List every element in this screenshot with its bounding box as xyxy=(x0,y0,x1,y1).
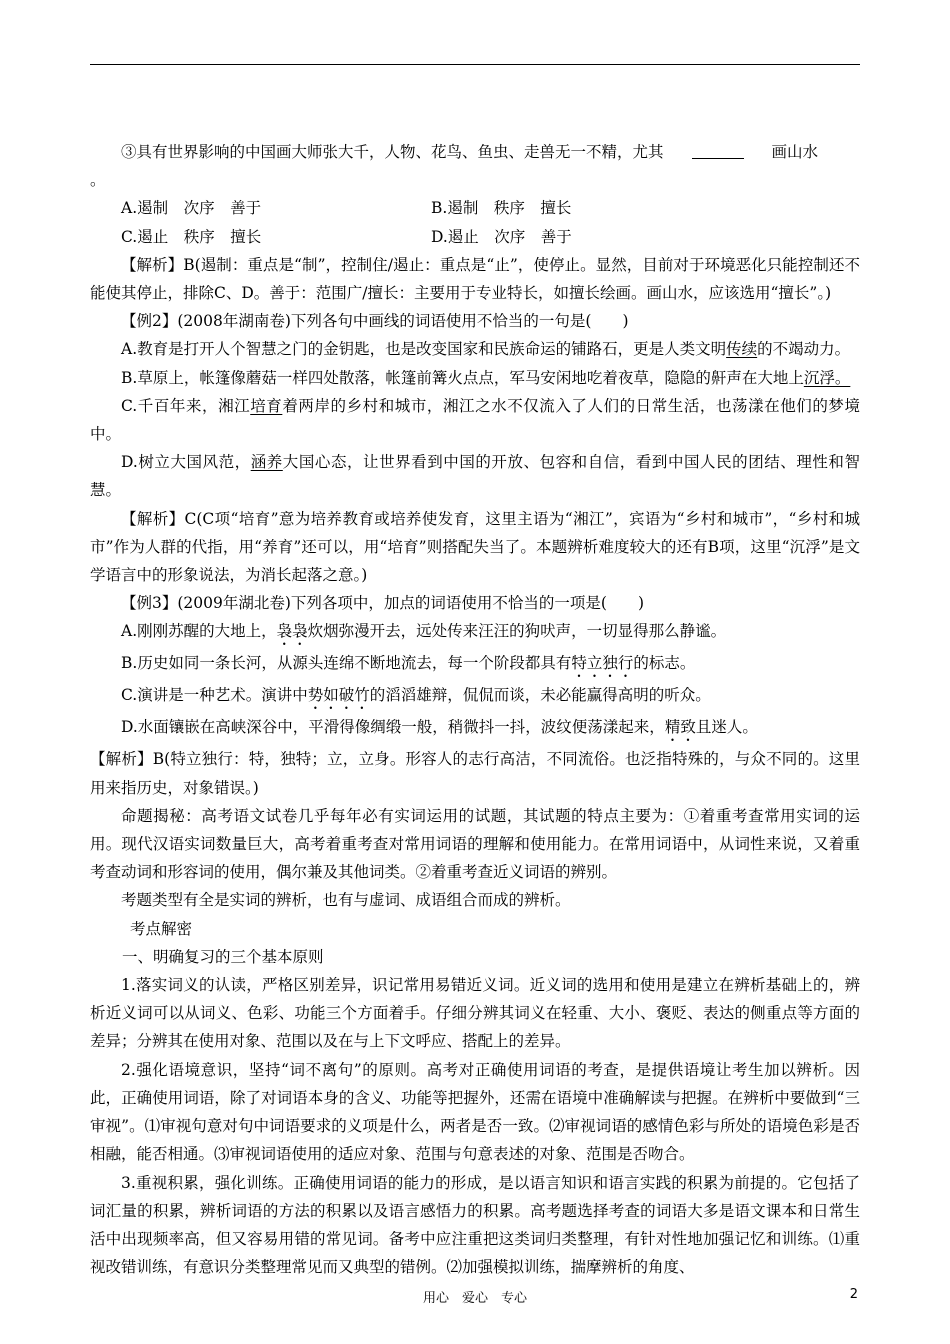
section-heading: 考点解密 xyxy=(130,919,193,938)
example-2-option-d xyxy=(90,448,860,504)
ex3-c-text-after: 的滔滔雄辩，侃侃而谈，未必能赢得高明的听众。 xyxy=(369,686,711,705)
question-types: 考题类型有全是实词的辨析，也有与虚词、成语组合而成的辨析。 xyxy=(121,891,571,910)
fill-blank xyxy=(692,140,744,159)
document-body xyxy=(90,138,860,1281)
ex2-c-text-after: 着两岸的乡村和城市，湘江之水不仅流入了人们的日常生活，也荡漾在他们的梦境中。 xyxy=(90,396,860,444)
ex3-b-text: B.历史如同一条长河，从源头连绵不断地流去，每一个阶段都具有 xyxy=(121,654,572,673)
principle-2: 2.强化语境意识，坚持“词不离句”的原则。高考对正确使用词语的考查，是提供语境让考生加以辨析。因此，正确使用词语，除了对词语本身的含义、功能等把握外，还需在语境中准确解读与把握。在辨析中要做到“三审视”。⑴审视句意对句中词语要求的义项是什么，两者是否一致。⑵审视词语的感情色彩与所处的语境色彩是否相融，能否相通。⑶审视词语使用的适应对象、范围与句意表述的对象、范围是否吻合。 xyxy=(90,1060,860,1164)
example-2-analysis: 【解析】C(C项“培育”意为培养教育或培养使发育，这里主语为“湘江”，宾语为“乡村和城市”，“乡村和城市”作为人群的代指，用“养育”还可以，用“培育”则搭配失当了。本题辨析难度较大的还有B项，这里“沉浮”是文学语言中的形象说法，为消长起落之意。) xyxy=(90,509,860,585)
q3-analysis: 【解析】B(遏制：重点是“制”，控制住/遏止：重点是“止”，使停止。显然，目前对于环境恶化只能控制还不能使其停止，排除C、D。善于：范围广/擅长：主要用于专业特长，如擅长绘画。画山水，应该选用“擅长”。) xyxy=(90,255,860,303)
ex2-d-text-after: 大国心态，让世界看到中国的开放、包容和自信，看到中国人民的团结、理性和智慧。 xyxy=(90,453,860,500)
ex2-d-text: D.树立大国风范， xyxy=(121,453,251,472)
q3-option-b: B.遏制 秩序 擅长 xyxy=(431,199,572,218)
exam-reveal: 命题揭秘：高考语文试卷几乎每年必有实词运用的试题，其试题的特点主要为：①着重考查常用实词的运用。现代汉语实词数量巨大，高考着重考查对常用词语的理解和使用能力。在常用词语中，从词性来说，又着重考查动词和形容词的使用，偶尔兼及其他词类。②着重考查近义词语的辨别。 xyxy=(90,806,860,882)
ex2-d-underlined: 涵养 xyxy=(250,453,283,472)
principle-1: 1.落实词义的认读，严格区别差异，识记常用易错近义词。近义词的选用和使用是建立在辨析基础上的，辨析近义词可以从词义、色彩、功能三个方面着手。仔细分辨其词义在轻重、大小、褒贬、表达的侧重点等方面的差异；分辨其在使用对象、范围以及在与上下文呼应、搭配上的差异。 xyxy=(90,976,860,1051)
header-rule xyxy=(90,64,860,65)
q3-text-before: ③具有世界影响的中国画大师张大千，人物、花鸟、鱼虫、走兽无一不精，尤其 xyxy=(121,143,664,161)
q3-options-row-2 xyxy=(90,223,860,251)
question-3 xyxy=(90,138,860,166)
ex3-d-text-after: 且迷人。 xyxy=(695,718,758,737)
example-3-option-b xyxy=(90,649,860,681)
q3-tail: 。 xyxy=(90,171,106,190)
example-2-option-b xyxy=(90,364,860,392)
q3-text-after: 画山水 xyxy=(771,143,819,161)
example-2-option-c xyxy=(90,392,860,448)
ex3-a-text-after: 炊烟弥漫开去，远处传来汪汪的狗吠声，一切显得那么静谧。 xyxy=(307,622,727,641)
page-number: 2 xyxy=(849,1287,858,1302)
example-3-option-a xyxy=(90,617,860,649)
ex2-a-underlined: 传续 xyxy=(726,340,758,359)
q3-option-d: D.遏止 次序 善于 xyxy=(431,227,572,246)
principle-3: 3.重视积累，强化训练。正确使用词语的能力的形成，是以语言知识和语言实践的积累为前提的。它包括了词汇量的积累，辨析词语的方法的积累以及语言感悟力的积累。高考题选择考查的词语大多是语文课本和日常生活中出现频率高，但又容易用错的常见词。备考中应注重把这类词归类整理，有针对性地加强记忆和训练。⑴重视改错训练，有意识分类整理常见而又典型的错例。⑵加强模拟训练，揣摩辨析的角度、 xyxy=(90,1173,860,1277)
example-3-stem: 【例3】(2009年湖北卷)下列各项中，加点的词语使用不恰当的一项是( ) xyxy=(121,594,644,613)
subsection-heading: 一、明确复习的三个基本原则 xyxy=(122,947,324,966)
ex2-b-underlined: 沉浮。 xyxy=(803,368,851,387)
ex3-a-text: A.刚刚苏醒的大地上， xyxy=(121,622,277,641)
example-3-analysis: 【解析】B(特立独行：特，独特；立，立身。形容人的志行高洁，不同流俗。也泛指特殊的，与众不同的。这里用来指历史，对象错误。) xyxy=(90,750,860,797)
q3-option-a: A.遏制 次序 善于 xyxy=(121,199,262,218)
example-2-option-a xyxy=(90,335,860,363)
example-3-option-c xyxy=(90,681,860,713)
example-3-option-d xyxy=(90,713,860,745)
page-footer: 用心 爱心 专心 xyxy=(422,1291,527,1306)
ex2-c-text: C.千百年来，湘江 xyxy=(121,396,251,415)
ex3-c-text: C.演讲是一种艺术。演讲中 xyxy=(121,686,308,705)
ex2-a-text: A.教育是打开人个智慧之门的金钥匙，也是改变国家和民族命运的铺路石，更是人类文明 xyxy=(121,340,727,359)
ex2-b-text: B.草原上，帐篷像蘑菇一样四处散落，帐篷前篝火点点，军马安闲地吃着夜草，隐隐的鼾声在大地上 xyxy=(121,368,804,387)
ex3-b-dotted: 特立独行 xyxy=(571,654,634,673)
ex3-d-dotted: 精致 xyxy=(664,718,696,737)
ex3-c-dotted: 势如破竹 xyxy=(307,686,370,705)
ex3-b-text-after: 的标志。 xyxy=(633,654,696,673)
ex3-a-dotted: 袅袅 xyxy=(276,622,308,641)
example-2-stem: 【例2】(2008年湖南卷)下列各句中画线的词语使用不恰当的一句是( ) xyxy=(121,312,629,331)
q3-options-row-1 xyxy=(90,194,860,222)
q3-option-c: C.遏止 秩序 擅长 xyxy=(121,227,262,246)
ex2-a-text-after: 的不竭动力。 xyxy=(757,340,851,359)
ex3-d-text: D.水面镶嵌在高峡深谷中，平滑得像绸缎一般，稍微抖一抖，波纹便荡漾起来， xyxy=(121,718,665,737)
ex2-c-underlined: 培育 xyxy=(250,396,283,415)
